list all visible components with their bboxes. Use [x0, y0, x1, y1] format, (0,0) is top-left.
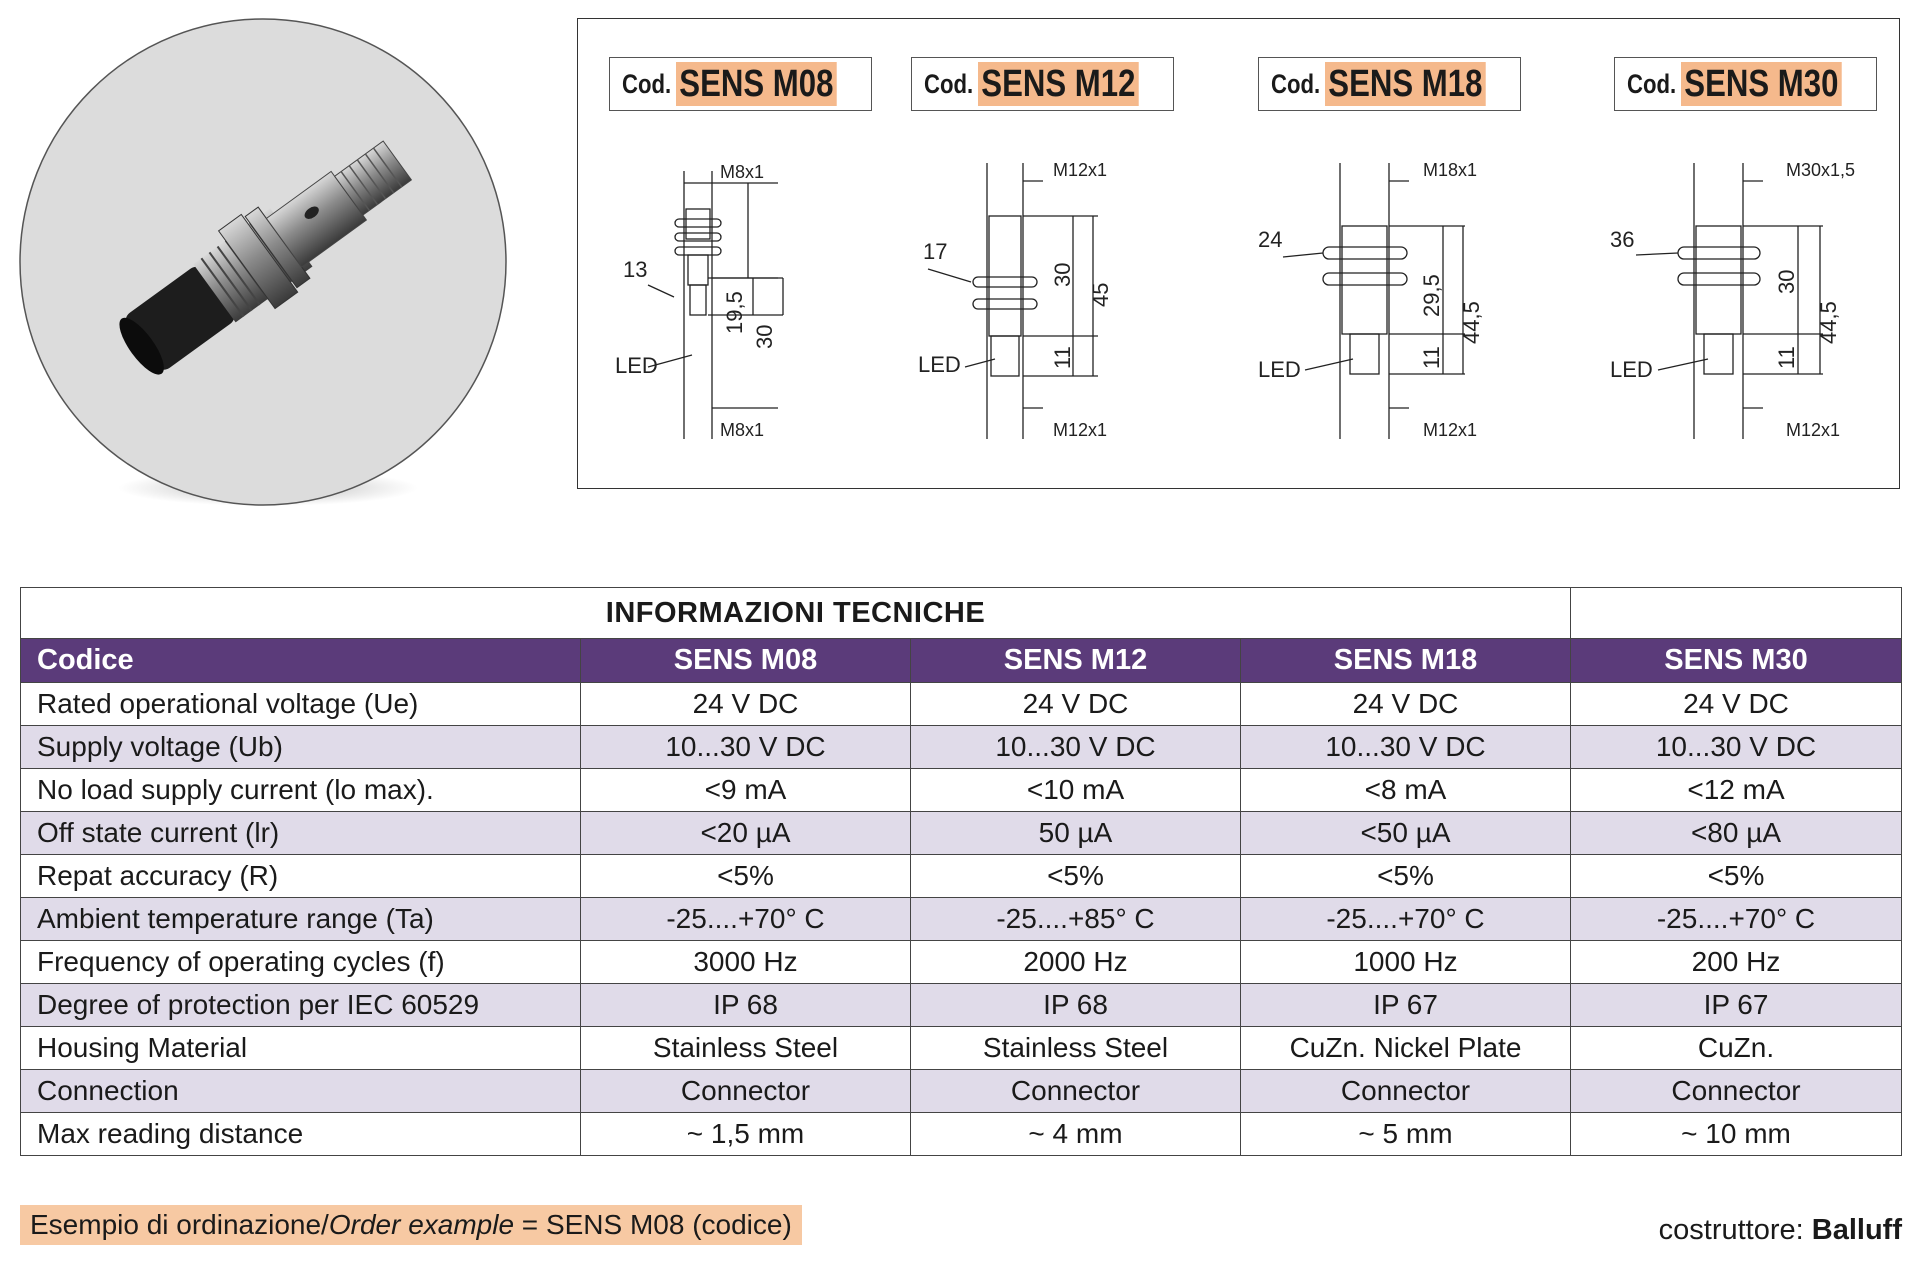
wrench-size-label: 36: [1610, 227, 1635, 252]
table-title-row: [21, 588, 1902, 639]
row-label: Housing Material: [21, 1027, 581, 1070]
row-value: IP 67: [1241, 984, 1571, 1027]
sensor-drawing-m30: [1598, 149, 1898, 449]
table-row: [21, 769, 1902, 812]
row-value: ~ 5 mm: [1241, 1113, 1571, 1156]
row-value: -25....+70° C: [1571, 898, 1902, 941]
dim-total-length: 44,5: [1459, 301, 1484, 344]
row-value: <5%: [581, 855, 911, 898]
dim-threaded-length: 29,5: [1419, 274, 1444, 317]
row-value: -25....+85° C: [911, 898, 1241, 941]
dim-threaded-length: 19,5: [722, 291, 747, 334]
dim-tail-length: 11: [1774, 346, 1799, 369]
header-cell-model: SENS M12: [911, 639, 1241, 683]
row-value: 200 Hz: [1571, 941, 1902, 984]
dim-total-length: 45: [1088, 282, 1113, 307]
table-row: [21, 898, 1902, 941]
row-label: No load supply current (lo max).: [21, 769, 581, 812]
row-value: ~ 10 mm: [1571, 1113, 1902, 1156]
row-value: ~ 1,5 mm: [581, 1113, 911, 1156]
table-title: INFORMAZIONI TECNICHE: [21, 588, 1571, 639]
table-title-spacer: [1571, 588, 1902, 639]
row-value: 10...30 V DC: [911, 726, 1241, 769]
order-example: [20, 1205, 802, 1245]
header-cell-model: SENS M30: [1571, 639, 1902, 683]
manufacturer-name: Balluff: [1811, 1214, 1902, 1246]
row-value: CuZn.: [1571, 1027, 1902, 1070]
thread-label-top: M18x1: [1423, 160, 1478, 180]
table-row: [21, 726, 1902, 769]
row-value: <10 mA: [911, 769, 1241, 812]
code-value: SENS M30: [1681, 62, 1842, 106]
row-value: Stainless Steel: [581, 1027, 911, 1070]
row-value: 3000 Hz: [581, 941, 911, 984]
model-code-box: [1614, 57, 1877, 111]
model-code-box: [1258, 57, 1521, 111]
row-value: Connector: [1241, 1070, 1571, 1113]
row-label: Ambient temperature range (Ta): [21, 898, 581, 941]
led-label: LED: [1610, 357, 1653, 382]
row-value: -25....+70° C: [581, 898, 911, 941]
row-value: 10...30 V DC: [581, 726, 911, 769]
wrench-size-label: 17: [923, 239, 948, 264]
row-label: Repat accuracy (R): [21, 855, 581, 898]
row-value: 2000 Hz: [911, 941, 1241, 984]
wrench-size-label: 24: [1258, 227, 1283, 252]
dim-total-length: 44,5: [1816, 301, 1841, 344]
header-cell-model: SENS M08: [581, 639, 911, 683]
row-label: Frequency of operating cycles (f): [21, 941, 581, 984]
row-value: <20 µA: [581, 812, 911, 855]
led-label: LED: [615, 353, 658, 378]
row-value: <5%: [1241, 855, 1571, 898]
table-row: [21, 984, 1902, 1027]
thread-label-top: M12x1: [1053, 160, 1108, 180]
table-row: [21, 1070, 1902, 1113]
sensor-drawing-m12: [903, 149, 1183, 449]
sensor-drawing-m08: [608, 149, 868, 449]
thread-label-bottom: M12x1: [1786, 420, 1841, 440]
row-label: Rated operational voltage (Ue): [21, 683, 581, 726]
manufacturer: [1659, 1214, 1902, 1247]
row-value: 10...30 V DC: [1241, 726, 1571, 769]
row-value: IP 67: [1571, 984, 1902, 1027]
row-value: Connector: [581, 1070, 911, 1113]
order-prefix: Esempio di ordinazione/: [30, 1209, 329, 1240]
row-label: Max reading distance: [21, 1113, 581, 1156]
row-value: Connector: [1571, 1070, 1902, 1113]
wrench-size-label: 13: [623, 257, 648, 282]
row-value: 1000 Hz: [1241, 941, 1571, 984]
row-value: 24 V DC: [911, 683, 1241, 726]
row-label: Off state current (lr): [21, 812, 581, 855]
table-row: [21, 855, 1902, 898]
dim-threaded-length: 30: [1774, 269, 1799, 294]
code-prefix: Cod.: [1627, 68, 1677, 99]
row-value: <5%: [1571, 855, 1902, 898]
dim-tail-length: 11: [1419, 346, 1444, 369]
row-value: <12 mA: [1571, 769, 1902, 812]
tech-spec-table: [20, 587, 1902, 1156]
row-value: <80 µA: [1571, 812, 1902, 855]
row-value: <5%: [911, 855, 1241, 898]
table-row: [21, 683, 1902, 726]
dim-tail-length: 11: [1050, 346, 1075, 369]
order-suffix: = SENS M08 (codice): [514, 1209, 792, 1240]
row-value: 24 V DC: [1571, 683, 1902, 726]
led-label: LED: [918, 352, 961, 377]
thread-label-bottom: M12x1: [1423, 420, 1478, 440]
row-value: Stainless Steel: [911, 1027, 1241, 1070]
table-row: [21, 1027, 1902, 1070]
row-value: <8 mA: [1241, 769, 1571, 812]
row-value: <50 µA: [1241, 812, 1571, 855]
row-value: IP 68: [581, 984, 911, 1027]
code-value: SENS M12: [978, 62, 1139, 106]
code-value: SENS M18: [1325, 62, 1486, 106]
row-label: Supply voltage (Ub): [21, 726, 581, 769]
header-cell-codice: Codice: [21, 639, 581, 683]
thread-label-top: M8x1: [720, 162, 765, 182]
row-label: Degree of protection per IEC 60529: [21, 984, 581, 1027]
code-prefix: Cod.: [1271, 68, 1321, 99]
code-prefix: Cod.: [924, 68, 974, 99]
sensor-drawing-m18: [1243, 149, 1543, 449]
table-row: [21, 941, 1902, 984]
led-label: LED: [1258, 357, 1301, 382]
row-value: 50 µA: [911, 812, 1241, 855]
table-header-row: [21, 639, 1902, 683]
thread-label-top: M30x1,5: [1786, 160, 1856, 180]
order-italic: Order example: [328, 1209, 515, 1240]
table-row: [21, 1113, 1902, 1156]
row-value: CuZn. Nickel Plate: [1241, 1027, 1571, 1070]
row-value: <9 mA: [581, 769, 911, 812]
row-value: ~ 4 mm: [911, 1113, 1241, 1156]
code-prefix: Cod.: [622, 68, 672, 99]
code-value: SENS M08: [676, 62, 837, 106]
row-value: IP 68: [911, 984, 1241, 1027]
dim-threaded-length: 30: [1050, 262, 1075, 287]
model-code-box: [609, 57, 872, 111]
thread-label-bottom: M12x1: [1053, 420, 1108, 440]
row-value: 24 V DC: [1241, 683, 1571, 726]
thread-label-bottom: M8x1: [720, 420, 765, 440]
row-value: 24 V DC: [581, 683, 911, 726]
row-value: -25....+70° C: [1241, 898, 1571, 941]
table-row: [21, 812, 1902, 855]
row-value: Connector: [911, 1070, 1241, 1113]
header-cell-model: SENS M18: [1241, 639, 1571, 683]
row-label: Connection: [21, 1070, 581, 1113]
row-value: 10...30 V DC: [1571, 726, 1902, 769]
dimension-drawings-panel: [577, 18, 1900, 489]
product-photo: [18, 18, 518, 518]
model-code-box: [911, 57, 1174, 111]
dim-total-length: 30: [752, 324, 777, 349]
manufacturer-label: costruttore:: [1658, 1214, 1812, 1246]
